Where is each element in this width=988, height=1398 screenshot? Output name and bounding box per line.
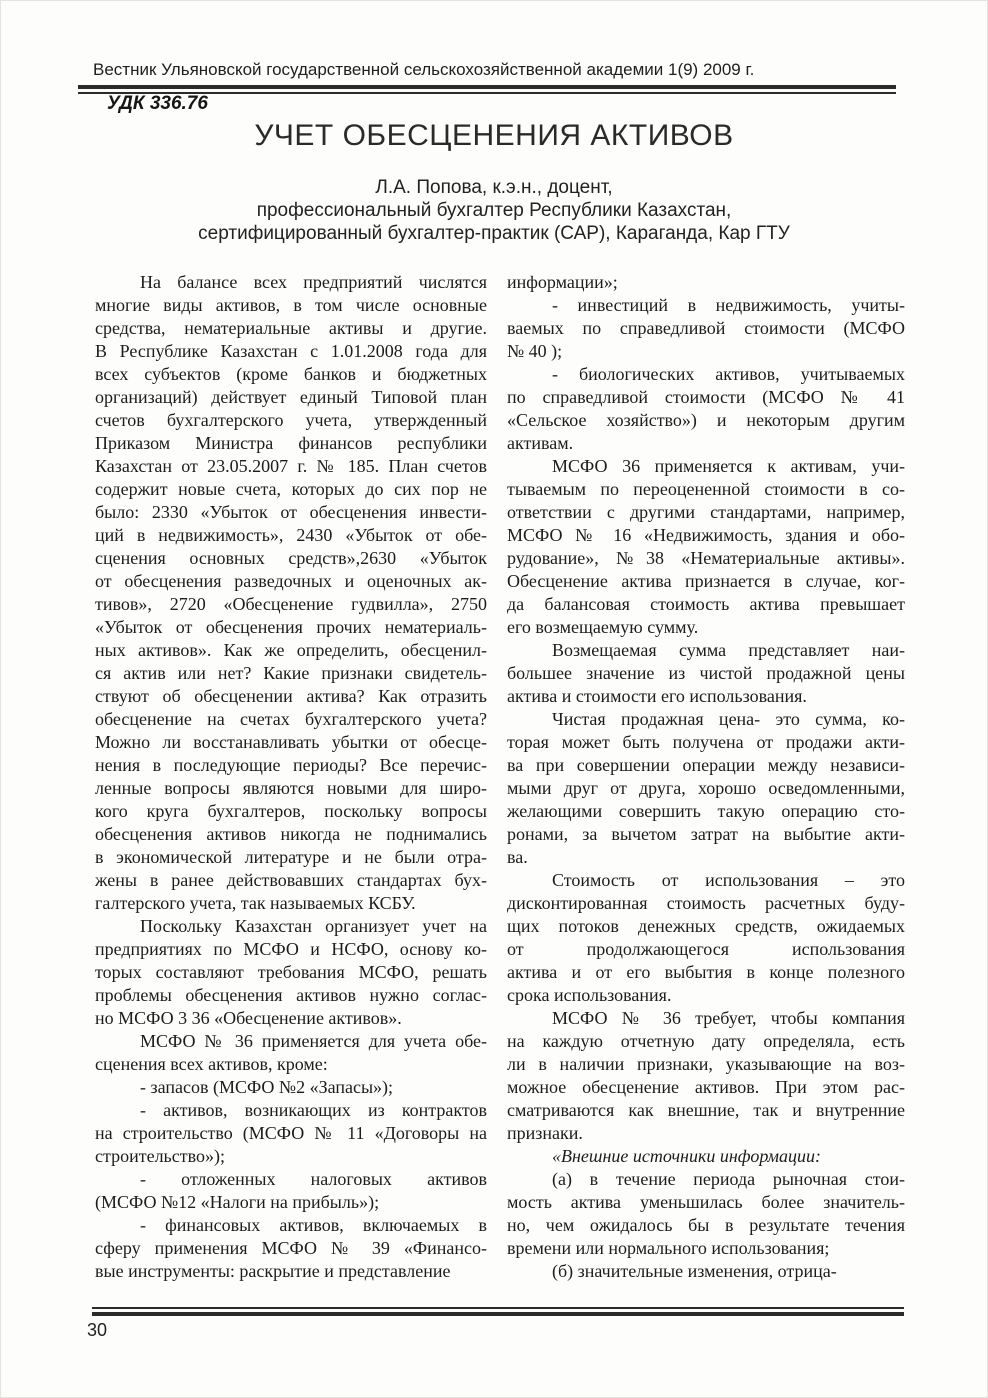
text-line: желающими совершить такую операцию сто-: [507, 801, 905, 821]
text-line: нения в последующие периоды? Все перечис-: [95, 755, 487, 775]
text-line: Обесценение актива признается в случае, ког-: [507, 571, 905, 591]
text-line: - инвестиций в недвижимость, учиты-: [552, 295, 905, 315]
journal-header: Вестник Ульяновской государственной сельскохозяйственной академии 1(9) 2009 г.: [93, 60, 755, 79]
text-line: торых составляют требования МСФО, решать: [95, 962, 487, 982]
paragraph: [95, 915, 487, 1030]
text-line: счетов бухгалтерского учета, утвержденный: [95, 410, 487, 430]
paragraph: [95, 1076, 487, 1099]
text-line: тываемым по переоцененной стоимости в со-: [507, 479, 905, 499]
paragraph: [95, 1168, 487, 1214]
paragraph: [95, 271, 487, 915]
text-line: рудование», №38 «Нематериальные активы».: [507, 548, 905, 568]
text-line: торая может быть получена от продажи акти-: [507, 732, 905, 752]
right-column: [507, 271, 905, 1285]
text-line: времени или нормального использования;: [507, 1238, 830, 1258]
text-line: - активов, возникающих из контрактов: [140, 1100, 487, 1120]
footer-rule: [92, 1307, 904, 1316]
text-line: - запасов (МСФО №2 «Запасы»);: [140, 1077, 394, 1097]
text-line: ли в наличии признаки, указывающие на воз-: [507, 1054, 905, 1074]
text-line: Поскольку Казахстан организует учет на: [140, 916, 487, 936]
text-line: Чистая продажная цена- это сумма, ко-: [552, 709, 905, 729]
text-line: актива и от его выбытия в конце полезного: [507, 962, 905, 982]
authors-block: [0, 176, 988, 245]
text-line: - биологических активов, учитываемых: [552, 364, 905, 384]
text-line: кого круга бухгалтеров, поскольку вопросы: [95, 801, 487, 821]
text-line: - финансовых активов, включаемых в: [140, 1215, 487, 1235]
text-line: МСФО № 16 «Недвижимость, здания и обо-: [507, 525, 905, 545]
text-line: в экономической литературе и не были отра-: [95, 847, 487, 867]
text-line: тивов», 2720 «Обесценение гудвилла», 2750: [95, 594, 487, 614]
paragraph: [507, 455, 905, 639]
text-line: галтерского учета, так называемых КСБУ.: [95, 893, 416, 913]
text-line: МСФО № 36 применяется для учета обе-: [140, 1031, 487, 1051]
author-line: Л.А. Попова, к.э.н., доцент,: [375, 177, 613, 198]
text-line: проблемы обесценения активов нужно соглас-: [95, 985, 487, 1005]
text-line: обесценения активов никогда не поднимались: [95, 824, 487, 844]
text-line: щих потоков денежных средств, ожидаемых: [507, 916, 905, 936]
text-line: актива и стоимости его использования.: [507, 686, 807, 706]
text-line: ваемых по справедливой стоимости (МСФО: [507, 318, 905, 338]
text-line: Приказом Министра финансов республики: [95, 433, 487, 453]
text-line: Стоимость от использования – это: [552, 870, 905, 890]
text-line: (МСФО №12 «Налоги на прибыль»);: [95, 1192, 380, 1212]
text-line: ствуют об обесценении актива? Как отразить: [95, 686, 487, 706]
text-line: да балансовая стоимость актива превышает: [507, 594, 905, 614]
text-line: дисконтированная стоимость расчетных буду-: [507, 893, 905, 913]
text-line: большее значение из чистой продажной цены: [507, 663, 905, 683]
text-line: ронами, за вычетом затрат на выбытие акти-: [507, 824, 905, 844]
text-line: от продолжающегося использования: [507, 939, 905, 959]
text-line: (б) значительные изменения, отрица-: [552, 1261, 837, 1281]
text-line: активам.: [507, 433, 574, 453]
paragraph: [507, 708, 905, 869]
text-line: но, чем ожидалось бы в результате течения: [507, 1215, 905, 1235]
text-line: сценения всех активов, кроме:: [95, 1054, 328, 1074]
text-line: содержит новые счета, которых до сих пор не: [95, 479, 487, 499]
text-line: На балансе всех предприятий числятся: [140, 272, 487, 292]
text-line: его возмещаемую сумму.: [507, 617, 699, 637]
text-line: ных активов». Как же определить, обесценил-: [95, 640, 487, 660]
page-number: 30: [87, 1320, 108, 1340]
text-line: сценения основных средств»,2630 «Убыток: [95, 548, 487, 568]
text-line: от обесценения разведочных и оценочных ак-: [95, 571, 487, 591]
text-line: ся актив или нет? Какие признаки свидетель-: [95, 663, 487, 683]
text-line: мыми друг от друга, хорошо осведомленными,: [507, 778, 905, 798]
text-line: срока использования.: [507, 985, 672, 1005]
text-line: но МСФО 3 36 «Обесценение активов».: [95, 1008, 402, 1028]
text-line: МСФО № 36 требует, чтобы компания: [552, 1008, 905, 1028]
text-line: ленные вопросы являются новыми для широ-: [95, 778, 487, 798]
text-line: Можно ли восстанавливать убытки от обесце-: [95, 732, 487, 752]
text-line: Казахстан от 23.05.2007 г. № 185. План счетов: [95, 456, 487, 476]
paragraph: [507, 1145, 905, 1168]
author-line: профессиональный бухгалтер Республики Казахстан,: [256, 200, 732, 221]
paragraph: [507, 1260, 905, 1283]
text-line: строительство»);: [95, 1146, 225, 1166]
text-line: обесценение на счетах бухгалтерского учета?: [95, 709, 487, 729]
text-line: Возмещаемая сумма представляет наи-: [552, 640, 905, 660]
text-line: можное обесценение активов. При этом рас-: [507, 1077, 905, 1097]
text-line: ва при совершении операции между независи-: [507, 755, 905, 775]
text-line: ций в недвижимость», 2430 «Убыток от обе-: [95, 525, 487, 545]
paragraph: [95, 1030, 487, 1076]
paragraph: [507, 1168, 905, 1260]
text-line: ва.: [507, 847, 528, 867]
text-line: В Республике Казахстан с 1.01.2008 года для: [95, 341, 487, 361]
paragraph: [507, 869, 905, 1007]
text-line: по справедливой стоимости (МСФО № 41: [507, 387, 905, 407]
text-line: сферу применения МСФО № 39 «Финансо-: [95, 1238, 487, 1258]
udk-label: УДК 336.76: [107, 93, 208, 114]
text-line: на строительство (МСФО № 11 «Договоры на: [95, 1123, 487, 1143]
text-line: (а) в течение периода рыночная стои-: [552, 1169, 905, 1189]
text-line: средства, нематериальные активы и другие.: [95, 318, 487, 338]
paragraph: [507, 271, 905, 294]
text-line: признаки.: [507, 1123, 583, 1143]
text-line: всех субъектов (кроме банков и бюджетных: [95, 364, 487, 384]
text-line: - отложенных налоговых активов: [140, 1169, 487, 1189]
article-title: УЧЕТ ОБЕСЦЕНЕНИЯ АКТИВОВ: [254, 119, 734, 152]
text-line: № 40 );: [507, 341, 563, 361]
text-line: вые инструменты: раскрытие и представление: [95, 1261, 451, 1281]
paragraph: [507, 639, 905, 708]
text-line: было: 2330 «Убыток от обесценения инвести-: [95, 502, 487, 522]
text-line: сматриваются как внешние, так и внутренние: [507, 1100, 905, 1120]
article-body: [95, 271, 905, 1287]
text-line: информации»;: [507, 272, 618, 292]
author-line: сертифицированный бухгалтер-практик (САР), Караганда, Кар ГТУ: [198, 223, 790, 244]
paragraph: [507, 294, 905, 363]
text-line: «Внешние источники информации:: [552, 1146, 821, 1166]
text-line: мость актива уменьшилась более значитель-: [507, 1192, 905, 1212]
text-line: жены в ранее действовавших стандартах бух-: [95, 870, 487, 890]
text-line: «Сельское хозяйство») и некоторым другим: [507, 410, 905, 430]
left-column: [95, 271, 487, 1285]
text-line: организаций) действует единый Типовой план: [95, 387, 487, 407]
text-line: предприятиях по МСФО и НСФО, основу ко-: [95, 939, 487, 959]
text-line: многие виды активов, в том числе основные: [95, 295, 487, 315]
paragraph: [507, 363, 905, 455]
paragraph: [507, 1007, 905, 1145]
paragraph: [95, 1099, 487, 1168]
text-line: ответствии с другими стандартами, например,: [507, 502, 905, 522]
paragraph: [95, 1214, 487, 1283]
text-line: «Убыток от обесценения прочих нематериаль-: [95, 617, 487, 637]
text-line: на каждую отчетную дату определяла, есть: [507, 1031, 905, 1051]
text-line: МСФО 36 применяется к активам, учи-: [552, 456, 905, 476]
